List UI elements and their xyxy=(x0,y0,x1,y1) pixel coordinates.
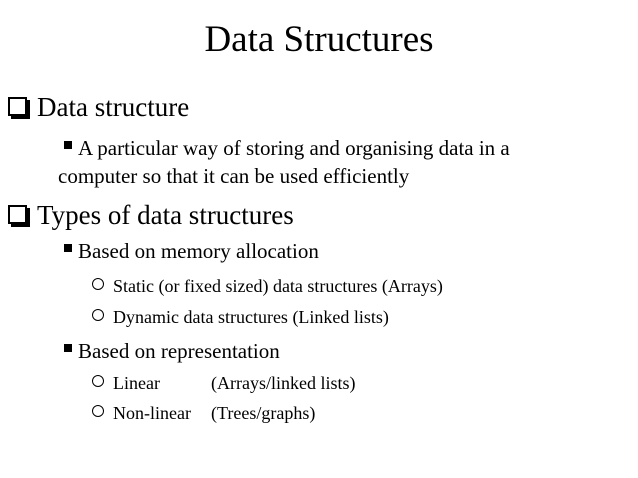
section-heading-text: Types of data structures xyxy=(37,200,294,230)
list-item xyxy=(92,402,315,424)
group-label-representation xyxy=(64,338,280,364)
circle-bullet-icon xyxy=(92,405,104,417)
list-item-example: (Trees/graphs) xyxy=(211,403,316,423)
square-bullet-icon xyxy=(64,141,72,149)
group-label-text: Based on representation xyxy=(78,339,280,363)
definition-line-2 xyxy=(58,163,409,189)
circle-bullet-icon xyxy=(92,309,104,321)
circle-bullet-icon xyxy=(92,278,104,290)
list-item xyxy=(92,372,355,394)
definition-text-1: A particular way of storing and organising data in a xyxy=(78,136,510,160)
group-label-memory xyxy=(64,238,319,264)
square-bullet-icon xyxy=(64,244,72,252)
slide-title: Data Structures xyxy=(204,19,434,60)
section-heading-text: Data structure xyxy=(37,92,190,122)
list-item xyxy=(92,275,443,297)
section-heading-data-structure xyxy=(8,91,189,123)
list-item-text: Static (or fixed sized) data structures (Arrays) xyxy=(113,276,443,296)
definition-text-2: computer so that it can be used efficiently xyxy=(58,164,410,188)
list-item xyxy=(92,306,389,328)
checkbox-bullet-icon xyxy=(8,205,27,224)
circle-bullet-icon xyxy=(92,375,104,387)
list-item-term: Non-linear xyxy=(113,403,191,423)
list-item-text: Dynamic data structures (Linked lists) xyxy=(113,307,389,327)
group-label-text: Based on memory allocation xyxy=(78,239,319,263)
list-item-term: Linear xyxy=(113,373,160,393)
definition-line-1 xyxy=(64,135,510,161)
checkbox-bullet-icon xyxy=(8,97,27,116)
square-bullet-icon xyxy=(64,344,72,352)
section-heading-types xyxy=(8,199,294,231)
list-item-example: (Arrays/linked lists) xyxy=(211,373,356,393)
